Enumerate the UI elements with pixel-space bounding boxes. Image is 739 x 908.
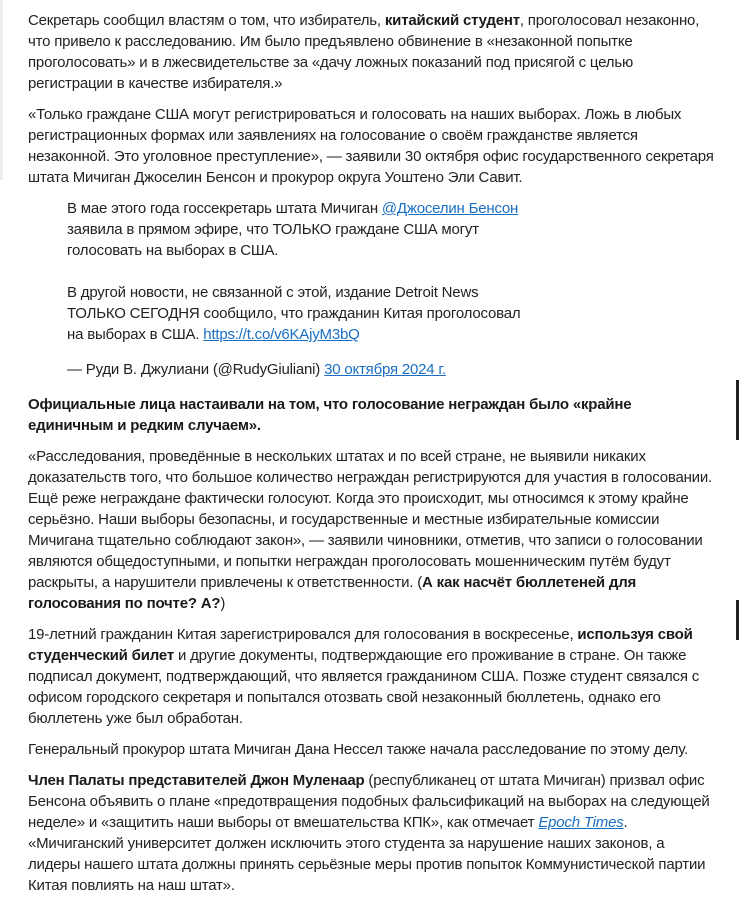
text-segment: Генеральный прокурор штата Мичиган Дана Нессел также начала расследование по этому делу. — [28, 741, 689, 758]
article-paragraph — [28, 739, 718, 760]
article-paragraph — [28, 446, 718, 614]
bold-text: китайский студент — [384, 12, 520, 29]
text-segment: 19-летний гражданин Китая зарегистрировался для голосования в воскресенье, — [28, 626, 578, 643]
bold-text: Официальные лица настаивали на том, что голосование неграждан было «крайне единичным и редким случаем». — [28, 396, 632, 434]
article-paragraph — [28, 10, 718, 94]
tweet-date-link[interactable]: 30 октября 2024 г. — [324, 361, 446, 378]
article-paragraph — [28, 770, 718, 896]
article-body — [28, 10, 718, 906]
text-segment: «Только граждане США могут регистрироваться и голосовать на наших выборах. Ложь в любых регистрационных формах или заявлениях на голосование о своём гражданстве является незаконной. Это уголовное преступление», — заявили 30 октября офис государственного секретаря штата Мичиган Джоселин Бенсон и прокурор округа Уоштено Эли Савит. — [28, 106, 714, 186]
article-paragraph — [28, 104, 718, 188]
bold-text: Член Палаты представителей Джон Муленаар — [28, 772, 365, 789]
text-segment: Секретарь сообщил властям о том, что избиратель, — [28, 12, 385, 29]
tweet-text-2: В другой новости, не связанной с этой, издание Detroit News ТОЛЬКО СЕГОДНЯ сообщило, что гражданин Китая проголосовал на выборах в США. https://t.co/v6KAjyM3bQ — [67, 284, 521, 343]
text-segment: , проголосовал незаконно, что привело к расследованию. Им было предъявлено обвинение в «незаконной попытке проголосовать» и в лжесвидетельстве за «дачу ложных показаний под присягой с целью регистрации в качестве избирателя.» — [28, 12, 700, 92]
tweet-attribution: — Руди В. Джулиани (@RudyGiuliani) 30 октября 2024 г. — [67, 361, 446, 378]
left-edge — [0, 0, 3, 180]
text-segment: «Расследования, проведённые в нескольких штатах и по всей стране, не выявили никаких доказательств того, что большое количество неграждан регистрируются для участия в голосовании. Ещё реже неграждане фактически голосуют. Когда это происходит, мы относимся к этому крайне серьёзно. Наши выборы безопасны, и государственные и местные избирательные комиссии Мичигана тщательно соблюдают закон», — заявили чиновники, отметив, что записи о голосовании являются общедоступными, и попытки неграждан проголосовать мошенническим путём будут раскрыты, а нарушители привлечены к ответственности. ( — [28, 448, 713, 591]
text-segment: ) — [220, 595, 226, 612]
bold-text: А как насчёт бюллетеней для голосования по почте? А? — [28, 574, 637, 612]
bold-text: используя свой студенческий билет — [28, 626, 693, 664]
text-segment: . «Мичиганский университет должен исключить этого студента за нарушение наших законов, а лидеры нашего штата должны принять серьёзные меры против попыток Коммунистической партии Китая повлиять на наш штат». — [28, 814, 706, 894]
embedded-tweet — [67, 198, 537, 380]
epoch-times-link[interactable]: Epoch Times — [538, 814, 624, 831]
article-paragraph — [28, 624, 718, 729]
tweet-url-link[interactable]: https://t.co/v6KAjyM3bQ — [203, 326, 360, 343]
tweet-mention-link[interactable]: @Джоселин Бенсон — [381, 200, 519, 217]
text-segment: (республиканец от штата Мичиган) призвал офис Бенсона объявить о плане «предотвращения подобных фальсификаций на выборах на следующей неделе» и «защитить наши выборы от вмешательства КПК», как отмечает — [28, 772, 710, 831]
text-segment: и другие документы, подтверждающие его проживание в стране. Он также подписал документ, подтверждающий, что является гражданином США. Позже студент связался с офисом городского секретаря и попытался отозвать свой незаконный бюллетень, однако его бюллетень уже был обработан. — [28, 647, 700, 727]
tweet-text-1: В мае этого года госсекретарь штата Мичиган @Джоселин Бенсон заявила в прямом эфире, что ТОЛЬКО граждане США могут голосовать на выборах в США. — [67, 200, 519, 259]
article-paragraph — [28, 394, 718, 436]
